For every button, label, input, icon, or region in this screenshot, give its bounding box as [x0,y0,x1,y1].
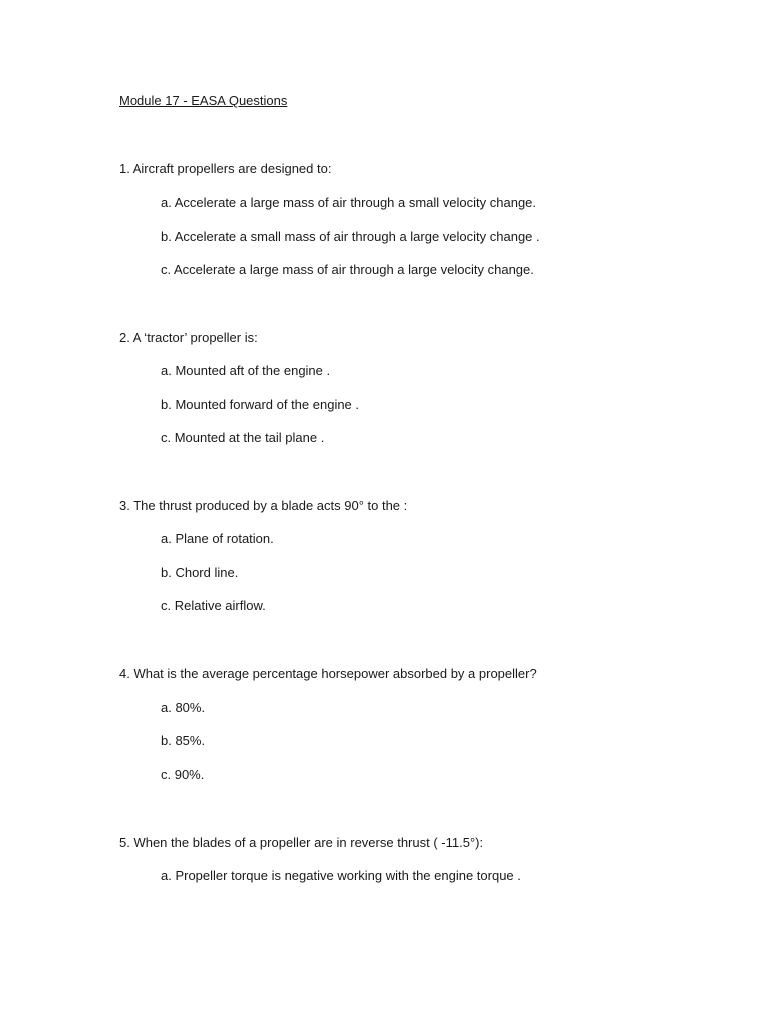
question-1-option-b: b. Accelerate a small mass of air through a large velocity change . [161,229,540,244]
question-3: 3. The thrust produced by a blade acts 90° to the : [119,498,408,513]
question-2-option-c: c. Mounted at the tail plane . [161,430,325,445]
question-3-option-a: a. Plane of rotation. [161,531,274,546]
question-1-option-c: c. Accelerate a large mass of air through a large velocity change. [161,262,534,277]
question-3-option-c: c. Relative airflow. [161,598,266,613]
question-2: 2. A ‘tractor’ propeller is: [119,330,258,345]
question-1: 1. Aircraft propellers are designed to: [119,161,332,176]
page-title: Module 17 - EASA Questions [119,93,288,108]
question-1-option-a: a. Accelerate a large mass of air through a small velocity change. [161,195,537,210]
question-2-option-b: b. Mounted forward of the engine . [161,397,360,412]
question-3-option-b: b. Chord line. [161,565,239,580]
question-4-option-a: a. 80%. [161,700,206,715]
question-5-option-a: a. Propeller torque is negative working with the engine torque . [161,868,521,883]
question-4: 4. What is the average percentage horsepower absorbed by a propeller? [119,666,537,681]
question-2-option-a: a. Mounted aft of the engine . [161,363,331,378]
question-4-option-c: c. 90%. [161,767,205,782]
question-4-option-b: b. 85%. [161,733,206,748]
question-5: 5. When the blades of a propeller are in reverse thrust ( -11.5°): [119,835,484,850]
